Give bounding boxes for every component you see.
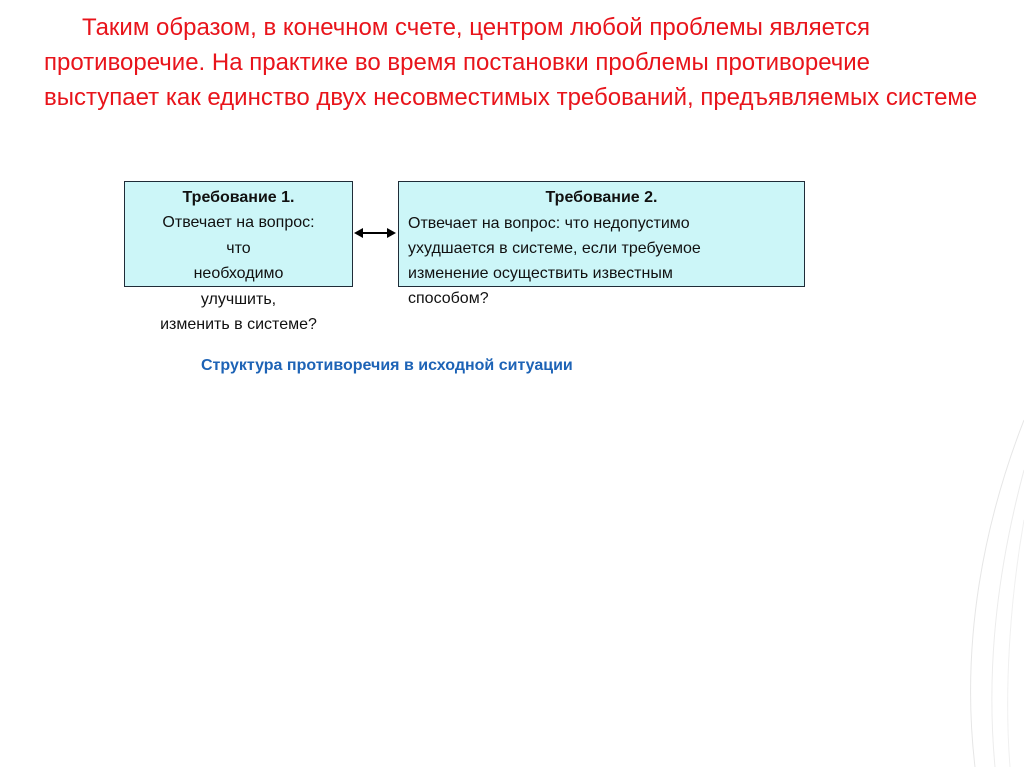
requirement-1-line: необходимо (193, 265, 284, 282)
diagram-caption: Структура противоречия в исходной ситуации (201, 357, 573, 374)
requirement-1-title: Требование 1. (182, 189, 295, 206)
requirement-1-text (124, 210, 353, 338)
requirement-2-text (408, 211, 798, 311)
requirement-1-line: Отвечает на вопрос: (162, 214, 315, 231)
double-headed-arrow-icon (354, 226, 396, 240)
requirement-1-line: улучшить, (200, 290, 277, 308)
requirement-2-line: Отвечает на вопрос: что недопустимо (408, 215, 690, 232)
requirement-2-line: изменение осуществить известным (408, 265, 673, 282)
requirement-2-line: ухудшается в системе, если требуемое (408, 240, 701, 257)
intro-paragraph: Таким образом, в конечном счете, центром любой проблемы является противоречие. На практике во время постановки проблемы противоречие выступает как единство двух несовместимых требований, предъявляемых системе (44, 14, 978, 111)
requirement-1-line: что (226, 239, 251, 257)
requirement-2-line: способом? (408, 290, 489, 307)
requirement-1-line: изменить в системе? (160, 316, 317, 333)
requirement-2-title: Требование 2. (545, 189, 658, 206)
